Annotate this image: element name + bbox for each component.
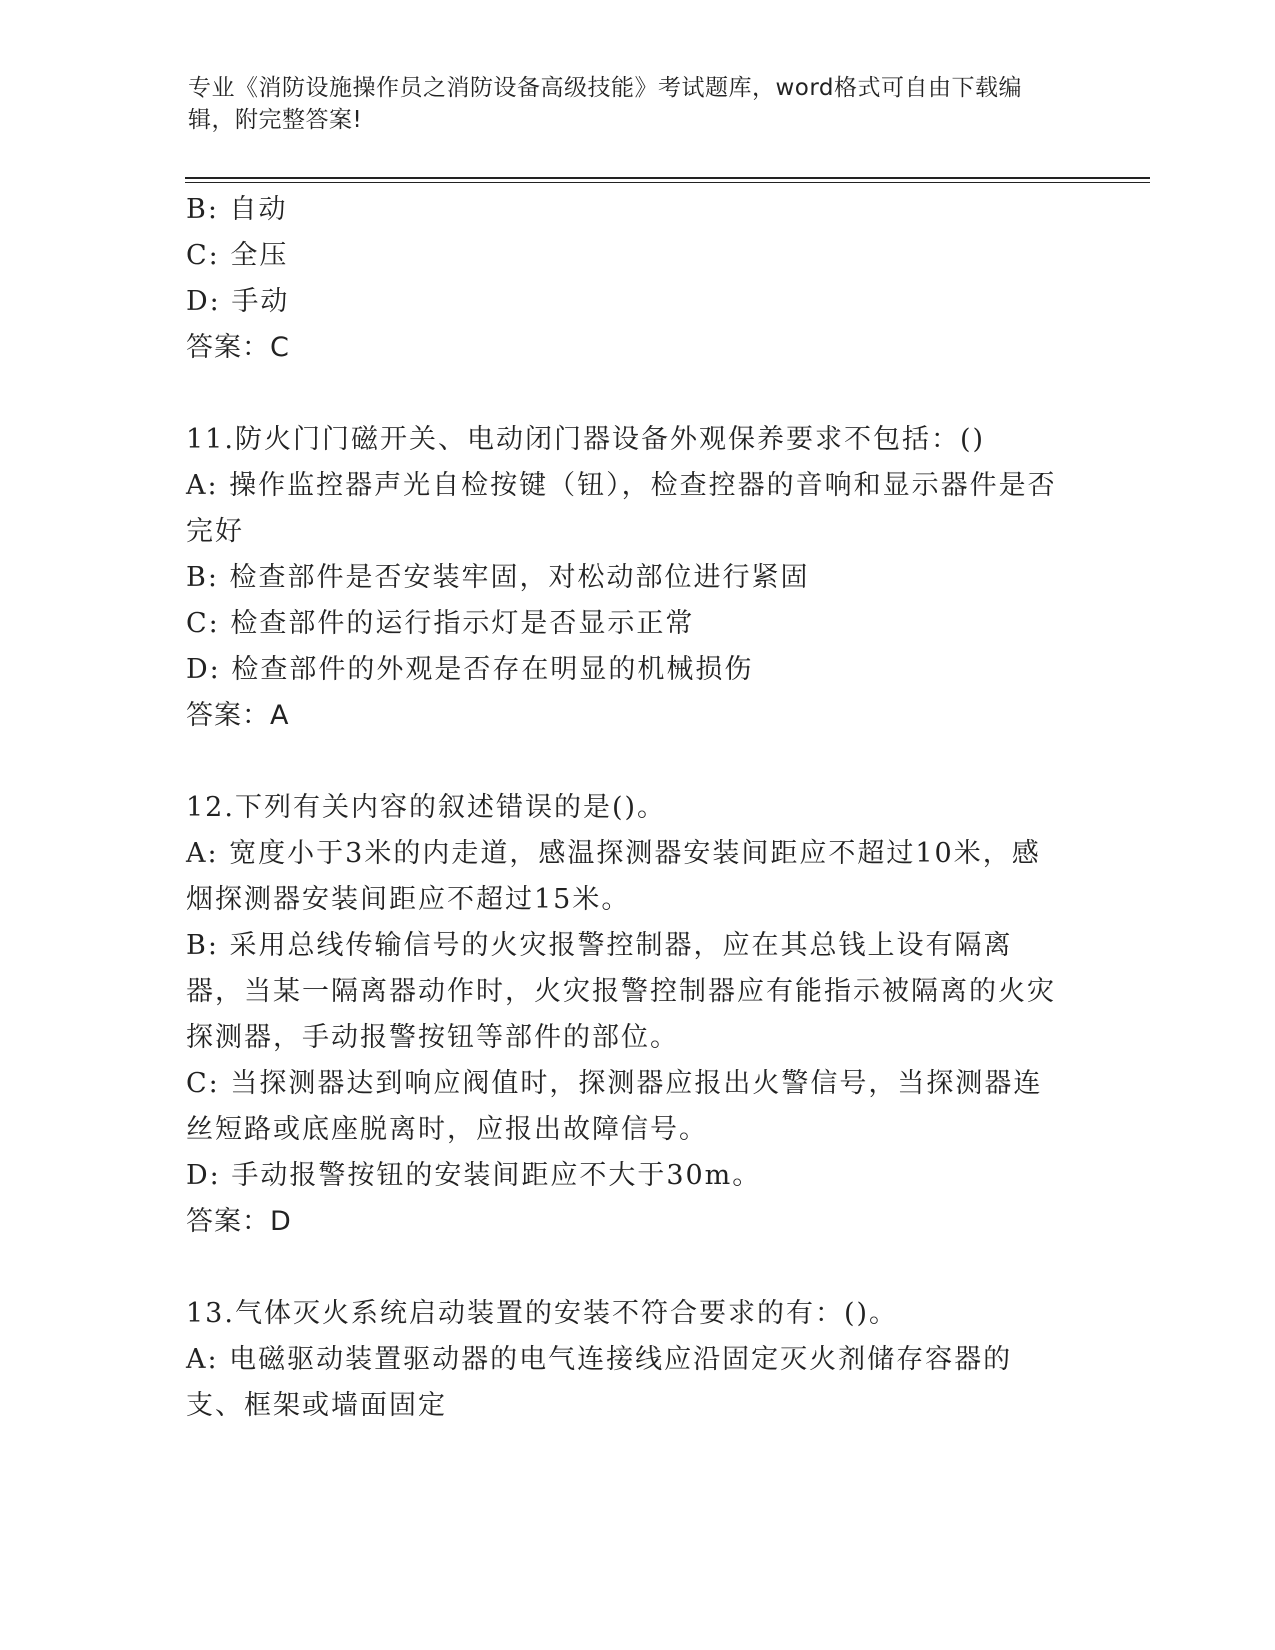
answer: 答案：D <box>186 1206 292 1237</box>
option-d: D: 手动报警按钮的安装间距应不大于30m。 <box>186 1160 762 1191</box>
header-text: 专业《消防设施操作员之消防设备高级技能》考试题库，word格式可自由下载编辑，附完整答案! <box>188 75 1023 133</box>
option-a: A: 电磁驱动装置驱动器的电气连接线应沿固定灭火剂储存容器的支、框架或墙面固定 <box>186 1344 1013 1421</box>
option-d: D: 手动 <box>186 286 290 317</box>
spacer <box>186 1245 1066 1291</box>
option-c: C: 检查部件的运行指示灯是否显示正常 <box>186 608 695 639</box>
question-stem: 13.气体灭火系统启动装置的安装不符合要求的有：()。 <box>186 1298 899 1329</box>
option-b: B: 自动 <box>186 194 288 225</box>
question-stem: 12.下列有关内容的叙述错误的是()。 <box>186 792 667 823</box>
header-divider-thin <box>185 182 1150 183</box>
option-b: B: 检查部件是否安装牢固，对松动部位进行紧固 <box>186 562 810 593</box>
question-13 <box>186 1291 1066 1429</box>
option-c: C: 全压 <box>186 240 289 271</box>
document-body <box>186 187 1066 1429</box>
question-11 <box>186 417 1066 739</box>
answer: 答案：A <box>186 700 290 731</box>
spacer <box>186 739 1066 785</box>
option-d: D: 检查部件的外观是否存在明显的机械损伤 <box>186 654 754 685</box>
question-stem: 11.防火门门磁开关、电动闭门器设备外观保养要求不包括：() <box>186 424 986 455</box>
option-a: A: 操作监控器声光自检按键（钮），检查控器的音响和显示器件是否完好 <box>186 470 1057 547</box>
question-10-tail <box>186 187 1066 371</box>
option-b: B: 采用总线传输信号的火灾报警控制器，应在其总钱上设有隔离器，当某一隔离器动作时，火灾报警控制器应有能指示被隔离的火灾探测器，手动报警按钮等部件的部位。 <box>186 930 1056 1053</box>
spacer <box>186 371 1066 417</box>
answer: 答案：C <box>186 332 290 363</box>
option-a: A: 宽度小于3米的内走道，感温探测器安装间距应不超过10米，感烟探测器安装间距应不超过15米。 <box>186 838 1041 915</box>
document-header <box>188 72 1068 136</box>
header-divider <box>185 177 1150 179</box>
question-12 <box>186 785 1066 1245</box>
option-c: C: 当探测器达到响应阀值时，探测器应报出火警信号，当探测器连丝短路或底座脱离时，应报出故障信号。 <box>186 1068 1043 1145</box>
